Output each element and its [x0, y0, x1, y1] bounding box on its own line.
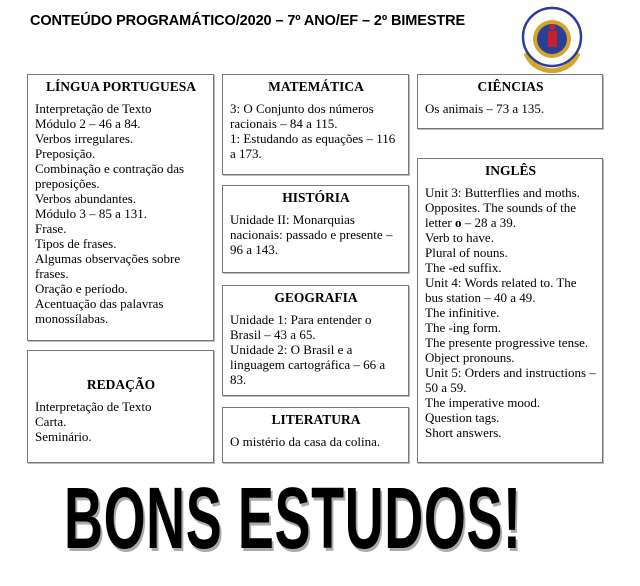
subject-box-redacao [27, 350, 214, 463]
content-line: 83. [230, 372, 247, 387]
content-line: Tipos de frases. [35, 236, 117, 251]
content-line: The -ing form. [425, 320, 502, 335]
content-line: Seminário. [35, 429, 92, 444]
school-logo [518, 5, 586, 73]
subject-title: MATEMÁTICA [268, 79, 364, 94]
subject-box-geografia [222, 285, 409, 396]
content-line: Verbos abundantes. [35, 191, 137, 206]
content-line: Interpretação de Texto [35, 399, 152, 414]
subject-box-ciencias [417, 74, 603, 129]
content-line: 50 a 59. [425, 380, 467, 395]
page-title: CONTEÚDO PROGRAMÁTICO/2020 – 7º ANO/EF – 2º BIMESTRE [30, 13, 466, 29]
subject-box-matematica [222, 74, 409, 175]
content-line: The -ed suffix. [425, 260, 502, 275]
content-line: Unidade 2: O Brasil e a [230, 342, 353, 357]
subject-box-lingua-portuguesa [27, 74, 214, 341]
content-line: bus station – 40 a 49. [425, 290, 536, 305]
content-line: Unidade 1: Para entender o [230, 312, 372, 327]
subject-box-literatura [222, 407, 409, 463]
content-line: 3: O Conjunto dos números [230, 101, 374, 116]
content-line: The infinitive. [425, 305, 500, 320]
content-line: Interpretação de Texto [35, 101, 152, 116]
content-line: Object pronouns. [425, 350, 515, 365]
content-line: racionais – 84 a 115. [230, 116, 338, 131]
content-line: a 173. [230, 146, 262, 161]
content-line: Acentuação das palavras [35, 296, 164, 311]
content-line: preposições. [35, 176, 100, 191]
content-line: Algumas observações sobre [35, 251, 181, 266]
bons-estudos-banner: BONS ESTUDOS! [64, 470, 522, 567]
content-line: monossílabas. [35, 311, 109, 326]
content-line: 1: Estudando as equações – 116 [230, 131, 396, 146]
content-line: Carta. [35, 414, 67, 429]
content-line: Módulo 2 – 46 a 84. [35, 116, 141, 131]
content-line: Unit 5: Orders and instructions – [425, 365, 596, 380]
content-line: Brasil – 43 a 65. [230, 327, 316, 342]
content-line: O mistério da casa da colina. [230, 434, 381, 449]
content-line: Os animais – 73 a 135. [425, 101, 545, 116]
subject-title: HISTÓRIA [282, 190, 350, 205]
subject-title: LÍNGUA PORTUGUESA [46, 79, 196, 94]
content-line: 96 a 143. [230, 242, 279, 257]
content-line: frases. [35, 266, 69, 281]
content-line: Módulo 3 – 85 a 131. [35, 206, 147, 221]
content-line: The presente progressive tense. [425, 335, 589, 350]
content-line: Oração e período. [35, 281, 128, 296]
subject-title: GEOGRAFIA [274, 290, 358, 305]
content-line: Unidade II: Monarquias [230, 212, 355, 227]
content-line: Frase. [35, 221, 67, 236]
content-line: Unit 4: Words related to. The [425, 275, 577, 290]
content-line: Plural of nouns. [425, 245, 508, 260]
content-line: Combinação e contração das [35, 161, 185, 176]
content-line: Preposição. [35, 146, 96, 161]
content-line: Verbos irregulares. [35, 131, 134, 146]
subject-title: CIÊNCIAS [477, 79, 544, 94]
subject-box-ingles [417, 158, 603, 463]
content-line: Verb to have. [425, 230, 494, 245]
content-line: Opposites. The sounds of the [425, 200, 577, 215]
content-line: letter o – 28 a 39. [425, 215, 516, 230]
subject-title: REDAÇÃO [86, 377, 156, 392]
content-line: Short answers. [425, 425, 502, 440]
content-line: The imperative mood. [425, 395, 541, 410]
content-line: linguagem cartográfica – 66 a [230, 357, 386, 372]
subject-title: INGLÊS [484, 163, 537, 178]
subject-box-historia [222, 185, 409, 273]
content-line: Question tags. [425, 410, 500, 425]
content-line: nacionais: passado e presente – [230, 227, 393, 242]
subject-title: LITERATURA [271, 412, 361, 427]
content-line: Unit 3: Butterflies and moths. [425, 185, 580, 200]
